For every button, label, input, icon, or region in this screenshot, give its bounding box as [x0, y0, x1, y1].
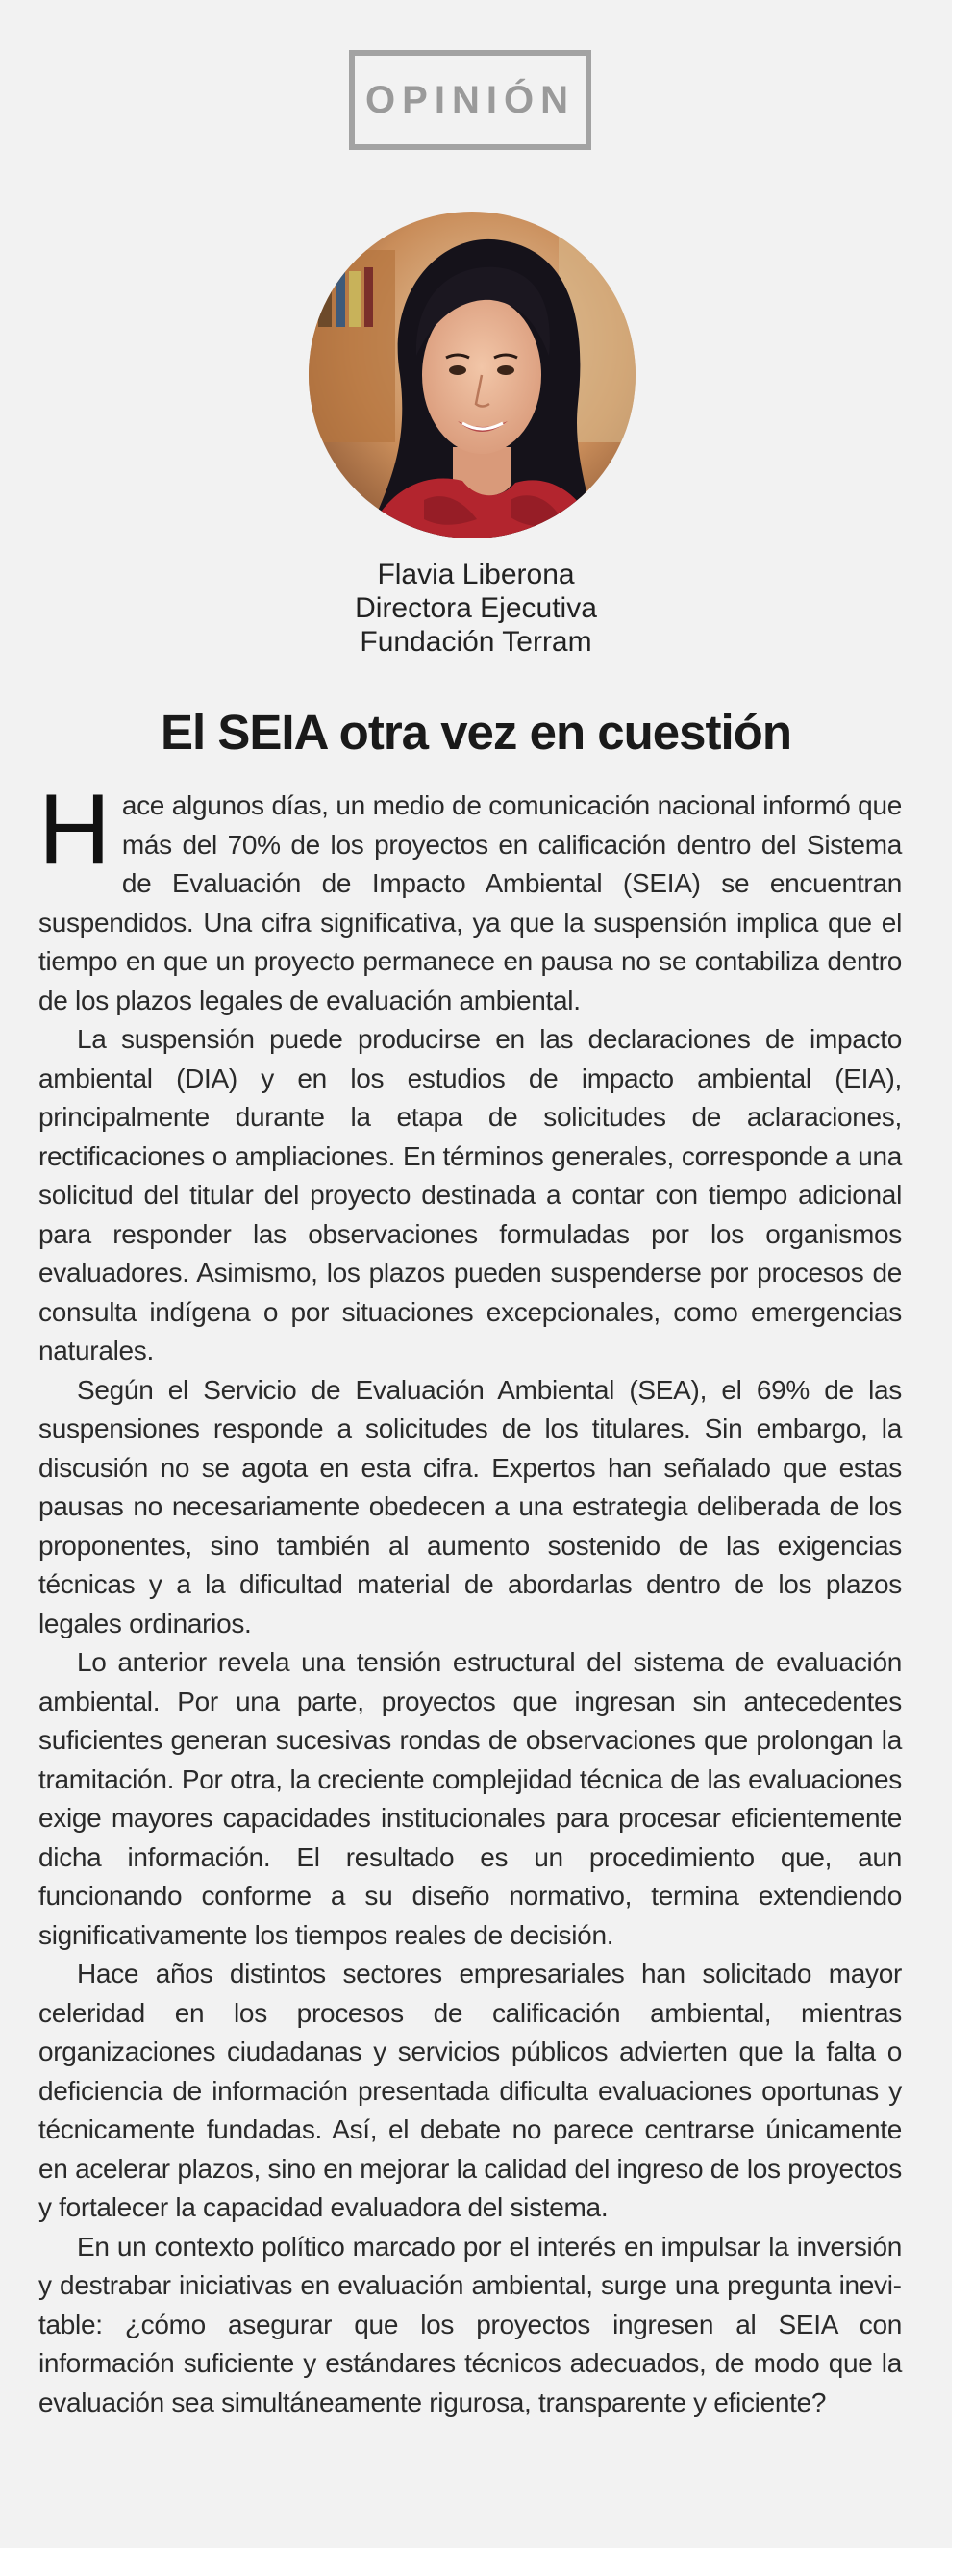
author-name: Flavia Liberona	[377, 559, 575, 590]
author-organization: Fundación Terram	[360, 626, 592, 658]
paragraph-text: ace algunos días, un medio de comunicación nacional informó que más del 70% de los proyectos en calificación dentro del Sistema de Evaluación de Impacto Ambiental (SEIA) se encuentran suspendidos. Una cifra significativa, ya que la suspensión implica que el tiempo en que un proyecto permanece en pausa no se contabiliza dentro de los plazos legales de evaluación ambiental.	[38, 790, 902, 1015]
article-paragraph: En un contexto político marcado por el interés en impulsar la inversión y destrabar iniciativas en evaluación ambiental, surge una pregunta inevitable: ¿cómo asegurar que los proyectos ingresen al SEIA con información suficiente y estándares técnicos adecuados, de modo que la evaluación sea simultáneamente rigurosa, transparente y eficiente?	[38, 2231, 902, 2417]
author-byline	[0, 558, 952, 659]
article-paragraph: La suspensión puede producirse en las declaraciones de impacto ambiental (DIA) y en los estudios de impacto ambiental (EIA), principalmente durante la etapa de solicitudes de aclaraciones, rectificaciones o ampliaciones. En términos generales, corresponde a una solicitud del titular del proyecto destinada a contar con tiempo adicional para responder las observaciones formuladas por los organismos evaluadores. Asimismo, los plazos pueden suspenderse por procesos de consulta indígena o por situaciones excepcionales, como emergencias naturales.	[38, 1024, 902, 1365]
article-paragraph: Hace años distintos sectores empresariales han solicitado mayor celeridad en los procesos de calificación ambiental, mientras organizaciones ciudadanas y servicios públicos advierten que la falta o deficiencia de información presentada dificulta evaluaciones oportunas y técnicamente fundadas. Así, el debate no parece centrarse únicamente en acelerar plazos, sino en mejorar la calidad del ingreso de los proyectos y fortalecer la capacidad evaluadora del sistema.	[38, 1959, 902, 2222]
article-body	[38, 774, 902, 2422]
author-portrait-illustration	[309, 212, 636, 538]
article-paragraph	[38, 774, 902, 1020]
article-paragraph: Lo anterior revela una tensión estructural del sistema de evaluación ambiental. Por una parte, proyectos que ingresan sin antecedentes suficientes generan sucesivas rondas de observaciones que prolongan la tramitación. Por otra, la creciente complejidad técnica de las evaluaciones exige mayores capacidades institucionales para procesar eficientemente dicha información. El resultado es un procedimiento que, aun funcionando conforme a su diseño normativo, termina extendiendo significativamente los tiempos reales de decisión.	[38, 1647, 902, 1950]
drop-cap: H	[38, 774, 111, 886]
section-label: OPINIÓN	[349, 50, 591, 150]
article-paragraph: Según el Servicio de Evaluación Ambiental (SEA), el 69% de las suspensiones responde a solicitudes de los titulares. Sin embargo, la discusión no se agota en esta cifra. Expertos han señalado que estas pausas no necesariamente obedecen a una estrategia deliberada de los proponentes, sino también al aumento sostenido de las exigencias técnicas y a la dificultad material de abordarlas dentro de los plazos legales ordinarios.	[38, 1374, 902, 1638]
author-role: Directora Ejecutiva	[355, 592, 597, 624]
author-photo	[309, 212, 636, 538]
article-headline: El SEIA otra vez en cuestión	[161, 705, 791, 760]
